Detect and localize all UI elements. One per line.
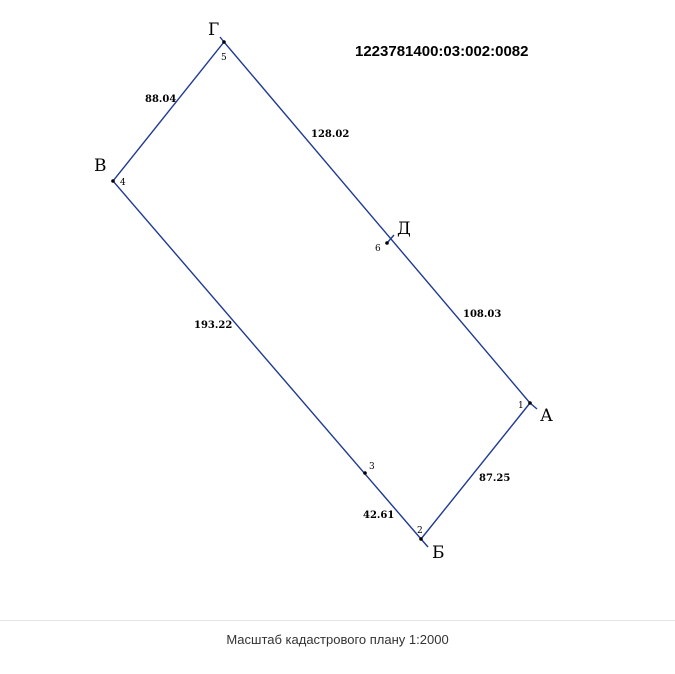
length-label-d-a: 108.03 — [463, 309, 502, 320]
point-number-2: 2 — [417, 526, 423, 536]
point-number-3: 3 — [369, 462, 375, 472]
length-label-a-b: 87.25 — [479, 473, 511, 484]
corner-label-b: Б — [432, 543, 445, 563]
corner-label-v: В — [94, 156, 107, 176]
footer-bar — [0, 620, 675, 674]
point-marker-2 — [419, 537, 423, 541]
corner-label-a: А — [540, 406, 553, 426]
point-number-1: 1 — [518, 401, 524, 411]
point-marker-6 — [385, 241, 389, 245]
corner-label-d: Д — [397, 219, 411, 239]
point-marker-5 — [222, 40, 226, 44]
corner-label-g: Г — [208, 20, 220, 40]
length-label-g-d: 128.02 — [311, 129, 350, 140]
point-marker-4 — [111, 179, 115, 183]
scale-caption: Масштаб кадастрового плану 1:2000 — [226, 632, 449, 647]
point-number-4: 4 — [120, 178, 126, 188]
length-label-v-g: 88.04 — [145, 94, 177, 105]
parcel-boundary — [113, 42, 530, 539]
point-number-5: 5 — [221, 53, 227, 63]
length-label-b-3: 42.61 — [363, 510, 395, 521]
point-marker-1 — [528, 401, 532, 405]
point-marker-3 — [363, 471, 367, 475]
length-label-3-v: 193.22 — [194, 320, 233, 331]
point-number-6: 6 — [375, 244, 381, 254]
cadastral-number: 1223781400:03:002:0082 — [355, 43, 529, 60]
